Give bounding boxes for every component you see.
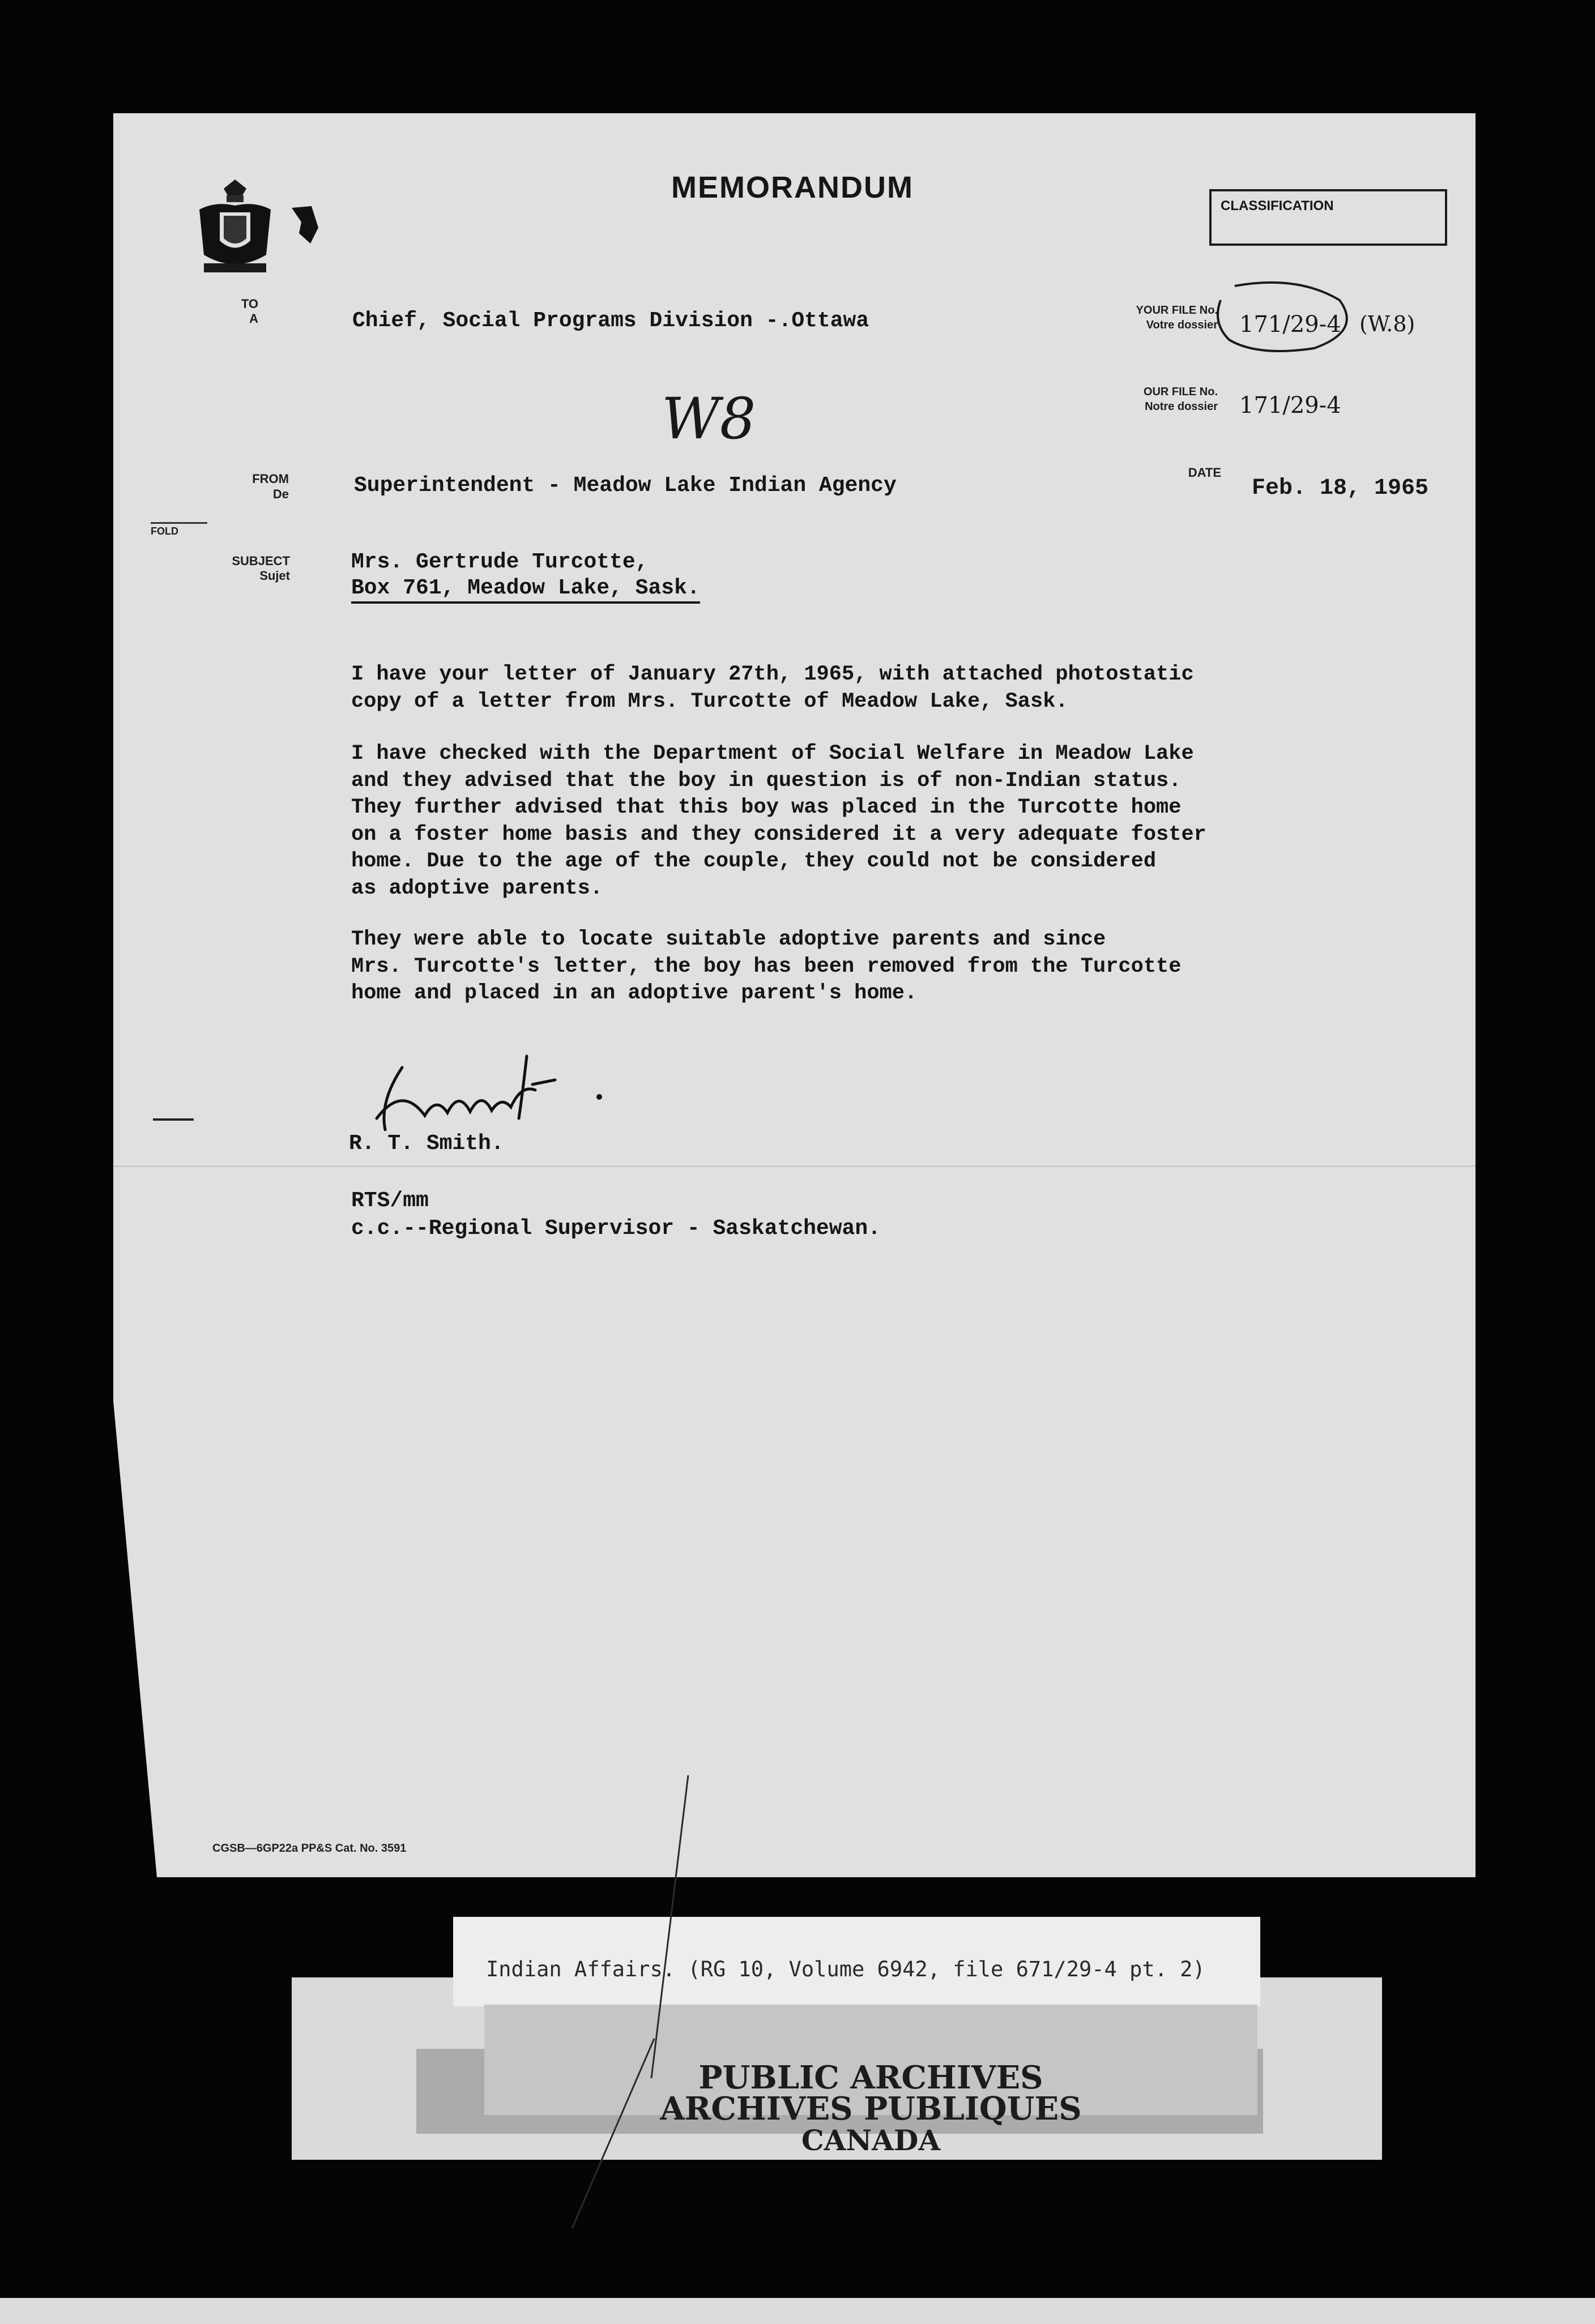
paragraph-3-line: Mrs. Turcotte's letter, the boy has been removed from the Turcotte xyxy=(351,954,1182,979)
carbon-copy: c.c.--Regional Supervisor - Saskatchewan. xyxy=(351,1216,881,1241)
subject-label-fr: Sujet xyxy=(259,569,290,583)
margin-mark xyxy=(153,1118,194,1121)
from-label-fr: De xyxy=(272,487,289,501)
our-file-label: OUR FILE No. xyxy=(1143,386,1218,398)
our-file-value: 171/29-4 xyxy=(1239,392,1341,418)
to-label-fr: A xyxy=(249,311,258,326)
paragraph-2-line: as adoptive parents. xyxy=(351,876,603,900)
to-value: Chief, Social Programs Division -.Ottawa xyxy=(352,309,869,333)
from-label: FROM xyxy=(252,472,289,486)
paragraph-2-line: They further advised that this boy was placed in the Turcotte home xyxy=(351,796,1182,819)
film-edge xyxy=(0,2298,1595,2324)
paragraph-3-line: home and placed in an adoptive parent's home. xyxy=(351,981,918,1005)
fold-crease xyxy=(113,1165,1475,1167)
typist-initials: RTS/mm xyxy=(351,1189,429,1213)
paragraph-2-line: home. Due to the age of the couple, they could not be considered xyxy=(351,849,1157,873)
date-value: Feb. 18, 1965 xyxy=(1252,476,1429,501)
form-number: CGSB—6GP22a PP&S Cat. No. 3591 xyxy=(212,1842,407,1855)
paragraph-1-line: copy of a letter from Mrs. Turcotte of Meadow Lake, Sask. xyxy=(351,689,1068,714)
your-file-label: YOUR FILE No. xyxy=(1136,304,1218,317)
ink-blot-icon xyxy=(289,205,320,245)
archive-line-2: ARCHIVES PUBLIQUES xyxy=(660,2090,1082,2128)
paragraph-1 xyxy=(351,661,1194,715)
archive-line-3: CANADA xyxy=(801,2124,941,2157)
circled-annotation-icon xyxy=(1206,277,1365,357)
classification-box xyxy=(1209,189,1447,246)
signatory: R. T. Smith. xyxy=(349,1131,504,1156)
archive-line-1: PUBLIC ARCHIVES xyxy=(698,2059,1043,2096)
from-value: Superintendent - Meadow Lake Indian Agency xyxy=(354,473,897,498)
memo-title: MEMORANDUM xyxy=(671,170,914,204)
classification-label: CLASSIFICATION xyxy=(1221,198,1334,213)
your-file-value: 171/29-4 xyxy=(1239,311,1341,338)
fold-label: FOLD xyxy=(151,522,207,539)
coat-of-arms-icon xyxy=(193,178,278,277)
paragraph-2-line: and they advised that the boy in question is of non-Indian status. xyxy=(351,768,1182,793)
archive-reference: Indian Affairs. (RG 10, Volume 6942, file 671/29-4 pt. 2) xyxy=(486,1957,1205,1981)
paragraph-3 xyxy=(351,926,1181,1007)
scratch-line xyxy=(569,1772,694,2231)
paragraph-2 xyxy=(351,741,1206,902)
to-label: TO xyxy=(241,297,258,311)
paragraph-1-line: I have your letter of January 27th, 1965, with attached photostatic xyxy=(351,663,1194,686)
your-file-label-fr: Votre dossier xyxy=(1146,319,1218,331)
paragraph-2-line: on a foster home basis and they considered it a very adequate foster xyxy=(351,822,1206,847)
subject-line-2: Box 761, Meadow Lake, Sask. xyxy=(351,575,700,604)
handwritten-signature xyxy=(362,1050,617,1141)
subject-label: SUBJECT xyxy=(232,554,290,568)
paragraph-2-line: I have checked with the Department of Social Welfare in Meadow Lake xyxy=(351,742,1194,766)
date-label: DATE xyxy=(1188,465,1221,480)
paragraph-3-line: They were able to locate suitable adoptive parents and since xyxy=(351,928,1106,951)
handwritten-note: W8 xyxy=(662,386,756,452)
subject-line-1: Mrs. Gertrude Turcotte, xyxy=(351,550,649,574)
your-file-extra: (W.8) xyxy=(1359,311,1415,336)
our-file-label-fr: Notre dossier xyxy=(1145,400,1218,413)
